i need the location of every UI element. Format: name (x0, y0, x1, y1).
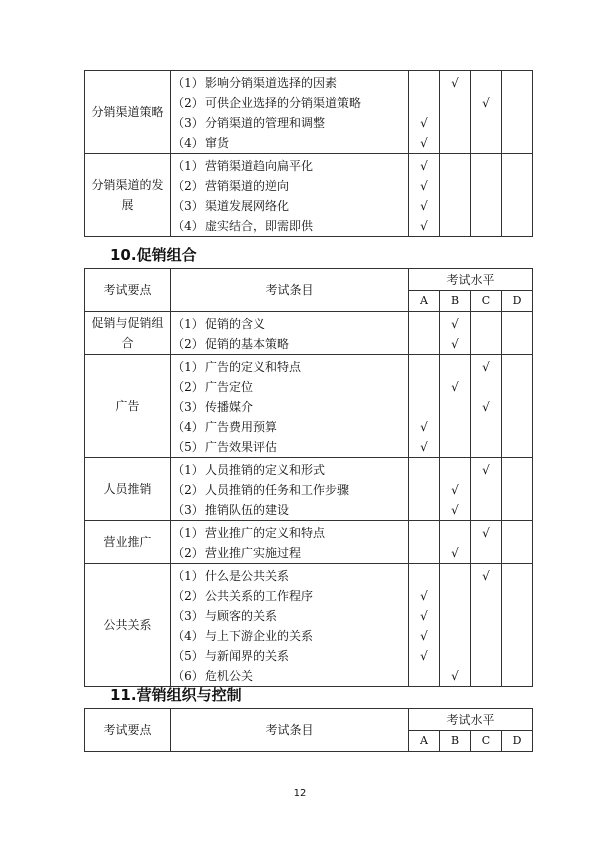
level-column (502, 154, 532, 236)
item-text: 传播媒介 (205, 400, 254, 414)
item-number: （4） (172, 420, 204, 434)
item-number: （3） (172, 609, 204, 623)
header-letter-b: B (440, 291, 471, 312)
item-number: （1） (172, 317, 204, 331)
level-column (471, 564, 501, 686)
check-mark (409, 93, 439, 113)
check-mark (409, 480, 439, 500)
check-mark (502, 543, 532, 563)
exam-items-cell (171, 521, 409, 564)
item-number: （2） (172, 96, 204, 110)
exam-point-line: 合 (121, 336, 134, 350)
exam-point: 营业推广 (103, 535, 152, 549)
check-mark: √ (451, 503, 459, 517)
item-text: 广告的定义和特点 (205, 360, 302, 374)
level-cell-c (471, 458, 502, 521)
level-cell-b (440, 564, 471, 687)
list-item (171, 156, 408, 176)
check-mark (471, 196, 501, 216)
item-list (171, 521, 408, 563)
item-number: （3） (172, 400, 204, 414)
check-mark (471, 216, 501, 236)
check-mark (502, 93, 532, 113)
list-item (171, 216, 408, 236)
exam-point-cell (85, 312, 171, 355)
header-items: 考试条目 (171, 709, 409, 752)
check-mark: √ (420, 649, 428, 663)
check-mark (409, 543, 439, 563)
level-cell-d (502, 71, 533, 154)
check-mark: √ (482, 569, 490, 583)
check-mark (502, 586, 532, 606)
level-column (471, 355, 501, 457)
item-list (171, 458, 408, 520)
item-text: 与新闻界的关系 (205, 649, 290, 663)
header-letter-c: C (471, 291, 502, 312)
header-point: 考试要点 (85, 709, 171, 752)
table-row (85, 154, 533, 237)
level-cell-a (409, 521, 440, 564)
check-mark: √ (451, 337, 459, 351)
item-number: （4） (172, 136, 204, 150)
level-cell-b (440, 521, 471, 564)
table-row (85, 312, 533, 355)
check-mark (471, 156, 501, 176)
check-mark: √ (420, 219, 428, 233)
exam-items-cell (171, 154, 409, 237)
level-cell-d (502, 521, 533, 564)
check-mark (471, 73, 501, 93)
list-item (171, 543, 408, 563)
check-mark (440, 156, 470, 176)
check-mark (440, 646, 470, 666)
level-column (502, 312, 532, 354)
item-text: 渠道发展网络化 (205, 199, 290, 213)
check-mark (502, 314, 532, 334)
check-mark (440, 523, 470, 543)
check-mark (409, 500, 439, 520)
check-mark (440, 417, 470, 437)
exam-table-distribution (84, 70, 533, 237)
check-mark (471, 626, 501, 646)
header-letter-b: B (440, 731, 471, 752)
check-mark: √ (451, 669, 459, 683)
check-mark (409, 666, 439, 686)
exam-point: 广告 (115, 399, 140, 413)
table-row (85, 71, 533, 154)
check-mark (502, 334, 532, 354)
check-mark: √ (420, 199, 428, 213)
item-number: （1） (172, 569, 204, 583)
level-column (471, 458, 501, 520)
page-number: 12 (293, 788, 307, 799)
level-cell-a (409, 71, 440, 154)
table-row (85, 458, 533, 521)
level-cell-b (440, 154, 471, 237)
table-row (85, 521, 533, 564)
check-mark: √ (482, 360, 490, 374)
check-mark (471, 377, 501, 397)
check-mark (440, 196, 470, 216)
exam-point-line: 分销渠道的发 (91, 178, 164, 192)
check-mark (502, 377, 532, 397)
check-mark: √ (420, 629, 428, 643)
item-text: 虚实结合，即需即供 (205, 219, 314, 233)
level-column (471, 521, 501, 563)
check-mark (440, 357, 470, 377)
check-mark (471, 437, 501, 457)
check-mark (409, 460, 439, 480)
list-item (171, 666, 408, 686)
item-text: 公共关系的工作程序 (205, 589, 314, 603)
item-number: （1） (172, 463, 204, 477)
check-mark (440, 133, 470, 153)
item-text: 什么是公共关系 (205, 569, 290, 583)
exam-point: 人员推销 (103, 482, 152, 496)
level-column (502, 458, 532, 520)
check-mark (502, 566, 532, 586)
check-mark (471, 176, 501, 196)
level-cell-b (440, 355, 471, 458)
level-column (440, 564, 470, 686)
check-mark (471, 314, 501, 334)
list-item (171, 460, 408, 480)
exam-table-organization (84, 708, 533, 752)
check-mark (440, 566, 470, 586)
exam-items-cell (171, 312, 409, 355)
list-item (171, 113, 408, 133)
item-text: 可供企业选择的分销渠道策略 (205, 96, 362, 110)
item-list (171, 355, 408, 457)
level-cell-d (502, 355, 533, 458)
level-column (409, 564, 439, 686)
item-number: （5） (172, 649, 204, 663)
level-cell-d (502, 458, 533, 521)
list-item (171, 196, 408, 216)
item-list (171, 312, 408, 354)
check-mark (502, 666, 532, 686)
level-column (409, 521, 439, 563)
check-mark (471, 500, 501, 520)
header-letter-c: C (471, 731, 502, 752)
check-mark (502, 417, 532, 437)
list-item (171, 646, 408, 666)
item-number: （6） (172, 669, 204, 683)
item-text: 广告效果评估 (205, 440, 278, 454)
item-list (171, 71, 408, 153)
check-mark (440, 437, 470, 457)
level-column (409, 154, 439, 236)
item-text: 广告定位 (205, 380, 254, 394)
check-mark (502, 156, 532, 176)
exam-items-cell (171, 355, 409, 458)
check-mark (471, 586, 501, 606)
item-number: （2） (172, 179, 204, 193)
list-item (171, 176, 408, 196)
list-item (171, 626, 408, 646)
check-mark (502, 437, 532, 457)
check-mark (409, 334, 439, 354)
item-text: 人员推销的定义和形式 (205, 463, 326, 477)
exam-point-line: 展 (121, 198, 134, 212)
level-column (471, 71, 501, 153)
item-number: （2） (172, 380, 204, 394)
exam-point: 公共关系 (103, 618, 152, 632)
level-cell-c (471, 521, 502, 564)
level-column (502, 71, 532, 153)
list-item (171, 606, 408, 626)
check-mark (440, 586, 470, 606)
check-mark (502, 480, 532, 500)
item-text: 促销的基本策略 (205, 337, 290, 351)
level-cell-d (502, 154, 533, 237)
check-mark (502, 646, 532, 666)
header-letter-a: A (409, 731, 440, 752)
level-column (471, 312, 501, 354)
item-text: 推销队伍的建设 (205, 503, 290, 517)
item-number: （3） (172, 116, 204, 130)
level-column (440, 521, 470, 563)
item-number: （4） (172, 219, 204, 233)
check-mark (471, 646, 501, 666)
check-mark (409, 523, 439, 543)
item-text: 促销的含义 (205, 317, 266, 331)
table-row (85, 355, 533, 458)
check-mark (502, 176, 532, 196)
exam-point-cell (85, 71, 171, 154)
list-item (171, 314, 408, 334)
list-item (171, 437, 408, 457)
list-item (171, 133, 408, 153)
item-text: 影响分销渠道选择的因素 (205, 76, 338, 90)
item-list (171, 564, 408, 686)
check-mark (502, 216, 532, 236)
level-column (440, 312, 470, 354)
check-mark (502, 460, 532, 480)
check-mark (440, 460, 470, 480)
check-mark (409, 73, 439, 93)
level-column (471, 154, 501, 236)
item-text: 分销渠道的管理和调整 (205, 116, 326, 130)
check-mark: √ (420, 159, 428, 173)
check-mark: √ (482, 96, 490, 110)
check-mark (502, 500, 532, 520)
check-mark (502, 357, 532, 377)
item-text: 广告费用预算 (205, 420, 278, 434)
level-column (440, 154, 470, 236)
check-mark (471, 666, 501, 686)
list-item (171, 480, 408, 500)
level-cell-d (502, 312, 533, 355)
list-item (171, 73, 408, 93)
item-number: （2） (172, 483, 204, 497)
level-column (440, 458, 470, 520)
check-mark (502, 397, 532, 417)
check-mark (440, 113, 470, 133)
level-cell-a (409, 355, 440, 458)
item-text: 窜货 (205, 136, 230, 150)
item-number: （1） (172, 360, 204, 374)
item-number: （2） (172, 589, 204, 603)
header-items: 考试条目 (171, 269, 409, 312)
table-row (85, 564, 533, 687)
level-cell-a (409, 458, 440, 521)
header-point: 考试要点 (85, 269, 171, 312)
check-mark (409, 397, 439, 417)
check-mark (502, 626, 532, 646)
check-mark (409, 357, 439, 377)
check-mark (440, 176, 470, 196)
check-mark (440, 606, 470, 626)
check-mark (471, 606, 501, 626)
header-letter-d: D (502, 291, 533, 312)
item-number: （5） (172, 440, 204, 454)
list-item (171, 357, 408, 377)
check-mark (409, 377, 439, 397)
item-text: 人员推销的任务和工作步骤 (205, 483, 350, 497)
level-cell-c (471, 154, 502, 237)
header-letter-a: A (409, 291, 440, 312)
check-mark (471, 480, 501, 500)
check-mark: √ (451, 483, 459, 497)
list-item (171, 566, 408, 586)
check-mark (440, 626, 470, 646)
list-item (171, 397, 408, 417)
level-column (409, 312, 439, 354)
check-mark (409, 566, 439, 586)
header-level: 考试水平 (409, 709, 533, 731)
section-heading-10: 10.促销组合 (110, 246, 197, 264)
exam-point-cell (85, 355, 171, 458)
check-mark: √ (420, 136, 428, 150)
level-cell-a (409, 564, 440, 687)
item-text: 营销渠道的逆向 (205, 179, 290, 193)
check-mark: √ (420, 179, 428, 193)
item-text: 营销渠道趋向扁平化 (205, 159, 314, 173)
exam-point-cell (85, 564, 171, 687)
level-column (409, 355, 439, 457)
level-column (440, 355, 470, 457)
check-mark (471, 133, 501, 153)
item-text: 与上下游企业的关系 (205, 629, 314, 643)
check-mark: √ (482, 526, 490, 540)
list-item (171, 523, 408, 543)
level-cell-b (440, 312, 471, 355)
level-cell-c (471, 355, 502, 458)
check-mark: √ (420, 440, 428, 454)
level-cell-b (440, 71, 471, 154)
check-mark (409, 314, 439, 334)
check-mark (471, 417, 501, 437)
check-mark: √ (420, 609, 428, 623)
level-column (409, 71, 439, 153)
check-mark (471, 543, 501, 563)
item-text: 营业推广实施过程 (205, 546, 302, 560)
check-mark (502, 73, 532, 93)
exam-table-promotion (84, 268, 533, 687)
level-cell-c (471, 564, 502, 687)
item-number: （3） (172, 199, 204, 213)
item-number: （2） (172, 546, 204, 560)
exam-point-line: 促销与促销组 (91, 316, 164, 330)
check-mark (440, 93, 470, 113)
check-mark (440, 397, 470, 417)
check-mark (471, 334, 501, 354)
check-mark (502, 523, 532, 543)
item-text: 危机公关 (205, 669, 254, 683)
check-mark: √ (420, 589, 428, 603)
item-number: （3） (172, 503, 204, 517)
level-column (409, 458, 439, 520)
check-mark: √ (482, 463, 490, 477)
check-mark (440, 216, 470, 236)
check-mark (471, 113, 501, 133)
header-level: 考试水平 (409, 269, 533, 291)
level-cell-c (471, 71, 502, 154)
level-column (502, 564, 532, 686)
list-item (171, 93, 408, 113)
check-mark (502, 606, 532, 626)
list-item (171, 417, 408, 437)
item-number: （1） (172, 159, 204, 173)
level-column (502, 521, 532, 563)
item-number: （1） (172, 76, 204, 90)
exam-items-cell (171, 458, 409, 521)
check-mark: √ (420, 420, 428, 434)
section-heading-11: 11.营销组织与控制 (110, 686, 242, 704)
check-mark: √ (451, 76, 459, 90)
exam-point-cell (85, 521, 171, 564)
check-mark (502, 196, 532, 216)
item-number: （4） (172, 629, 204, 643)
check-mark: √ (420, 116, 428, 130)
item-text: 与顾客的关系 (205, 609, 278, 623)
check-mark: √ (451, 546, 459, 560)
level-column (502, 355, 532, 457)
level-cell-d (502, 564, 533, 687)
header-letter-d: D (502, 731, 533, 752)
check-mark: √ (482, 400, 490, 414)
list-item (171, 586, 408, 606)
exam-point: 分销渠道策略 (91, 105, 164, 119)
check-mark: √ (451, 317, 459, 331)
item-text: 营业推广的定义和特点 (205, 526, 326, 540)
level-cell-c (471, 312, 502, 355)
check-mark (502, 113, 532, 133)
level-cell-a (409, 312, 440, 355)
level-cell-a (409, 154, 440, 237)
exam-point-cell (85, 458, 171, 521)
list-item (171, 377, 408, 397)
list-item (171, 334, 408, 354)
check-mark: √ (451, 380, 459, 394)
level-column (440, 71, 470, 153)
level-cell-b (440, 458, 471, 521)
check-mark (502, 133, 532, 153)
exam-items-cell (171, 71, 409, 154)
exam-point-cell (85, 154, 171, 237)
item-list (171, 154, 408, 236)
item-number: （1） (172, 526, 204, 540)
item-number: （2） (172, 337, 204, 351)
exam-items-cell (171, 564, 409, 687)
list-item (171, 500, 408, 520)
